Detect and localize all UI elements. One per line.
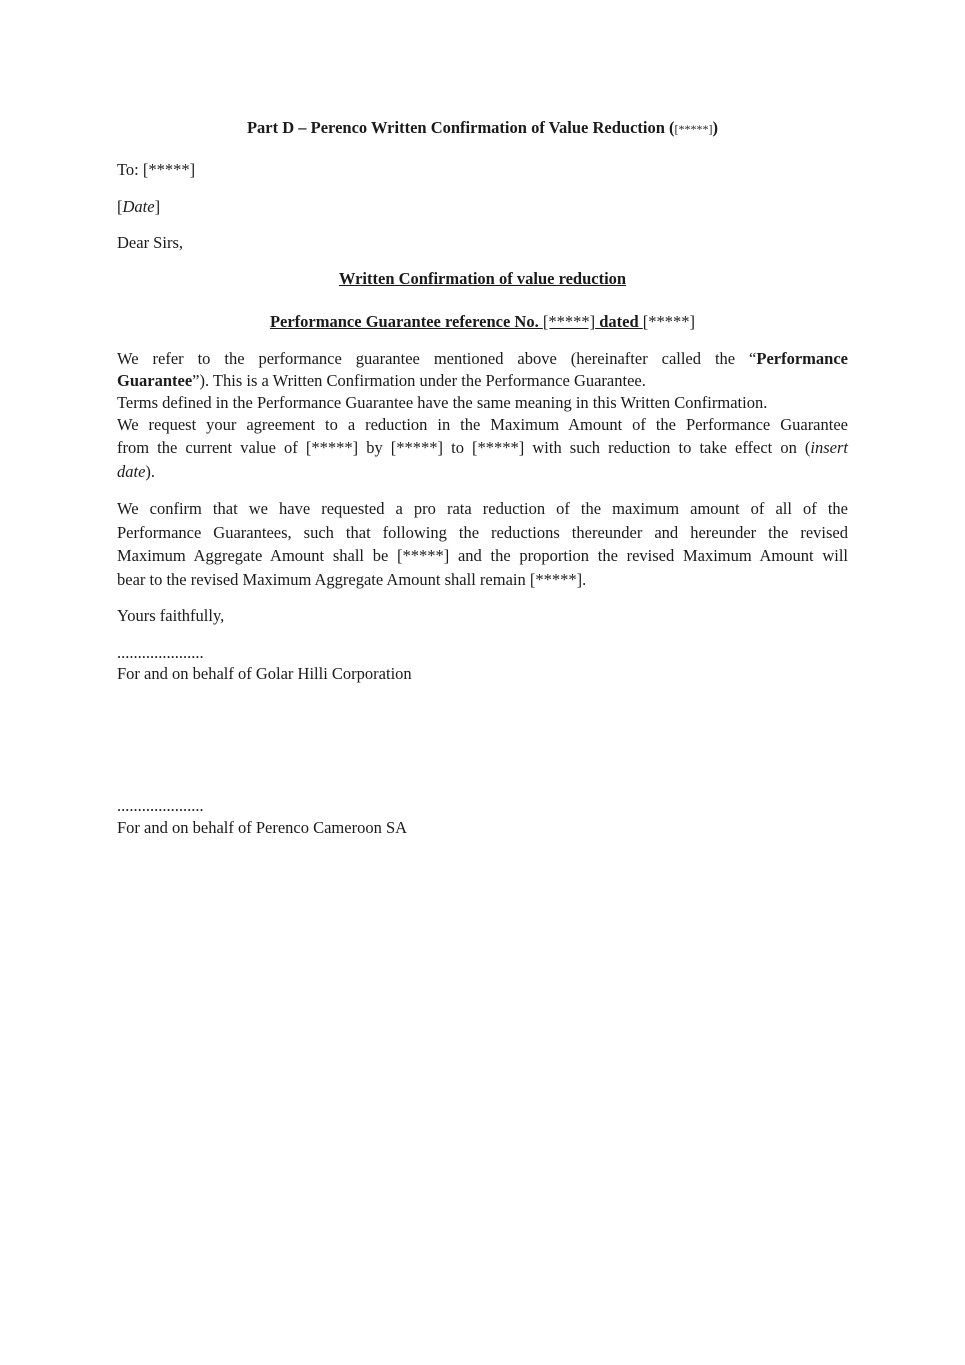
paragraph-confirmation <box>117 497 848 591</box>
text-run: by <box>358 438 391 457</box>
text-run: We refer to the performance guarantee mentioned above (hereinafter called the “ <box>117 349 757 368</box>
reference-dated-label: dated <box>595 312 643 331</box>
paragraph-line <box>117 568 848 592</box>
placeholder-value: [*****] <box>529 569 583 589</box>
section-heading: Written Confirmation of value reduction <box>338 269 627 288</box>
text-run: from the current value of <box>117 438 306 457</box>
italic-text: insert <box>810 438 849 457</box>
title-text: Part D – Perenco Written Confirmation of Value Reduction ( <box>246 118 675 137</box>
italic-text: date <box>117 462 146 481</box>
paragraph-line: We request your agreement to a reduction in the Maximum Amount of the Performance Guarantee <box>117 415 848 434</box>
text-run: Maximum Aggregate Amount shall be <box>117 546 398 565</box>
title-close: ) <box>712 118 719 137</box>
text-run: to <box>443 438 473 457</box>
text-run: . <box>582 569 587 589</box>
paragraph-line <box>117 460 848 484</box>
reference-value: [*****] <box>542 312 596 331</box>
placeholder-value: [*****] <box>472 438 525 457</box>
date-open: [ <box>117 197 123 216</box>
to-label: To: <box>117 160 143 179</box>
salutation: Dear Sirs, <box>117 233 183 252</box>
placeholder-value: [*****] <box>305 438 359 457</box>
signature-line-golar: ..................... <box>117 643 204 662</box>
defined-term: Performance <box>756 349 848 368</box>
paragraph-line <box>117 436 848 460</box>
paragraph-request <box>117 348 848 484</box>
to-line <box>117 159 195 181</box>
text-run: with such reduction to take effect on ( <box>524 438 811 457</box>
document-title <box>117 117 848 140</box>
reference-line <box>117 311 848 333</box>
paragraph-line: We confirm that we have requested a pro rata reduction of the maximum amount of all of the <box>117 499 848 518</box>
date-close: ] <box>154 197 161 216</box>
signature-line-perenco: ..................... <box>117 796 204 815</box>
paragraph-line <box>117 544 848 568</box>
title-placeholder: [*****] <box>674 122 713 136</box>
reference-date-value: [*****] <box>642 312 696 331</box>
placeholder-value: [*****] <box>397 546 450 565</box>
paragraph-line: Performance Guarantees, such that following the reductions thereunder and hereunder the revised <box>117 522 848 542</box>
signature-party-golar: For and on behalf of Golar Hilli Corporation <box>117 664 412 683</box>
document-page <box>117 0 848 1365</box>
paragraph-line <box>117 370 848 392</box>
text-run: and the proportion the revised Maximum Amount will <box>449 546 848 565</box>
closing: Yours faithfully, <box>117 606 225 625</box>
signature-party-perenco: For and on behalf of Perenco Cameroon SA <box>117 818 408 837</box>
defined-term: Guarantee <box>117 371 193 390</box>
date-value: Date <box>122 197 155 216</box>
to-value: [*****] <box>142 160 196 179</box>
reference-label: Performance Guarantee reference No. <box>269 312 543 331</box>
placeholder-value: [*****] <box>390 438 444 457</box>
text-run: ). <box>145 462 156 481</box>
paragraph-line: Terms defined in the Performance Guarantee have the same meaning in this Written Confirmation. <box>117 393 768 412</box>
date-line <box>117 196 160 218</box>
text-run: ”). This is a Written Confirmation under the Performance Guarantee. <box>192 371 646 390</box>
paragraph-line <box>117 348 848 370</box>
text-run: bear to the revised Maximum Aggregate Amount shall remain <box>117 569 530 589</box>
